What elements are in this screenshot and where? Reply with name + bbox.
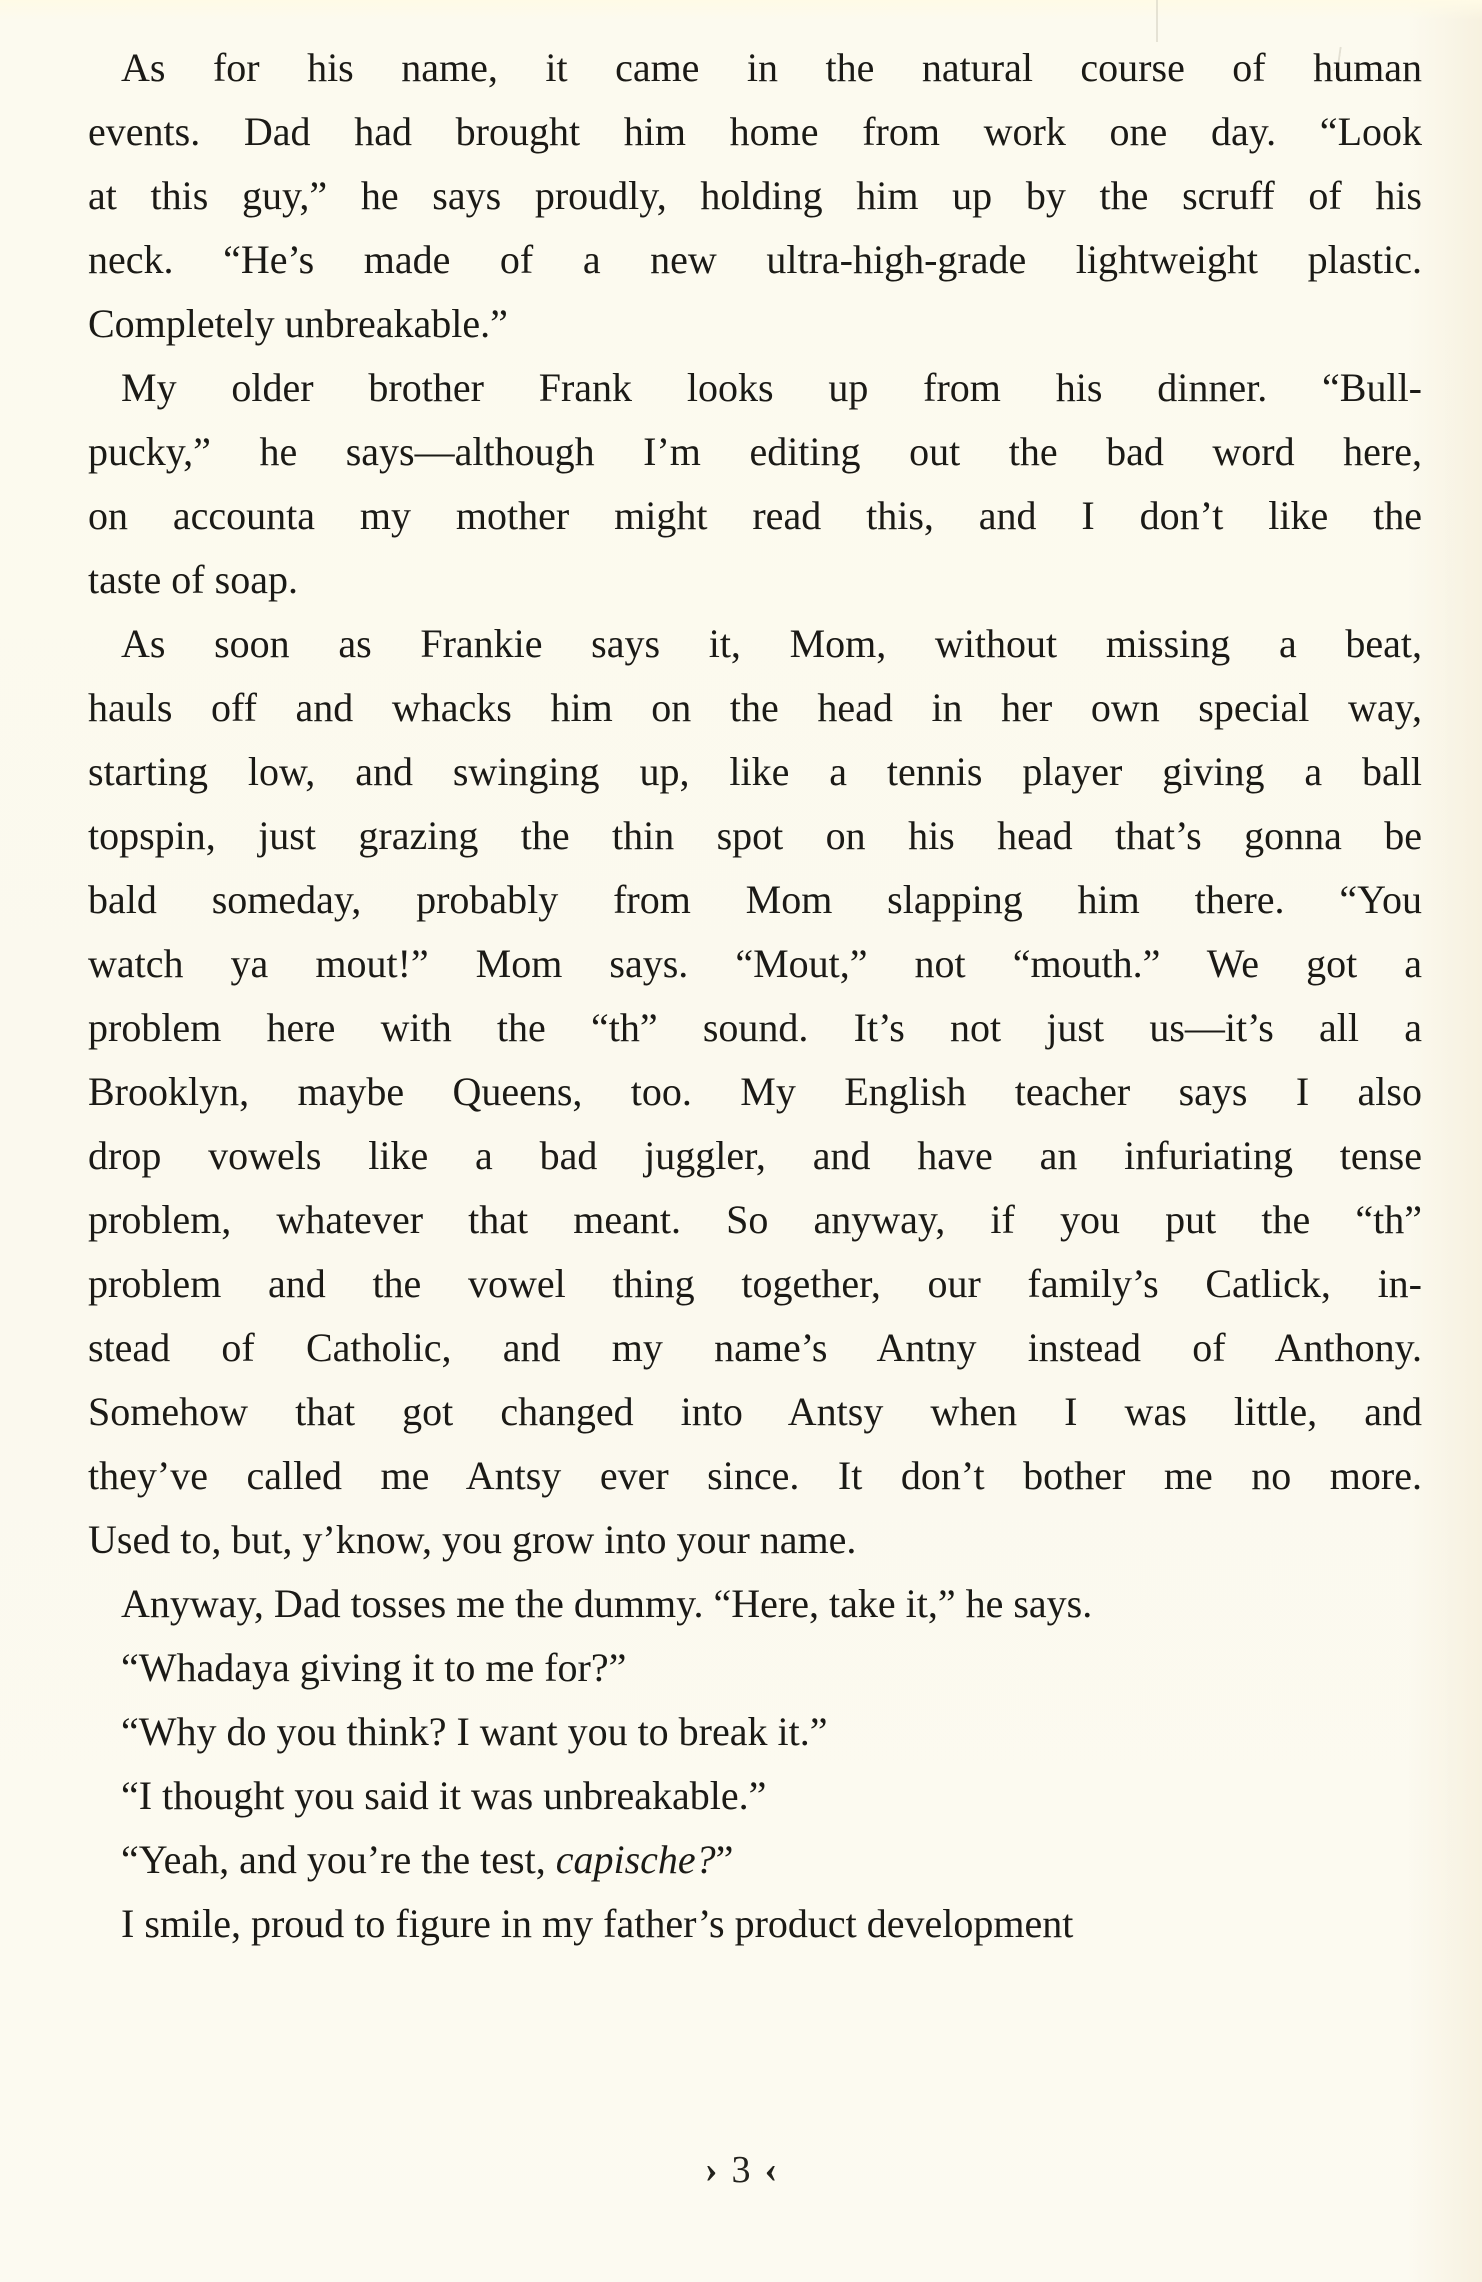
text-line: topspin, just grazing the thin spot on his head that’s gonna be xyxy=(88,813,1422,858)
paragraph xyxy=(88,612,1422,1572)
italic-text: capische? xyxy=(555,1837,716,1882)
text-line: at this guy,” he says proudly, holding him up by the scruff of his xyxy=(88,173,1422,218)
text-line: “I thought you said it was unbreakable.” xyxy=(121,1773,767,1818)
text-line: taste of soap. xyxy=(88,557,298,602)
text-line: starting low, and swinging up, like a tennis player giving a ball xyxy=(88,749,1422,794)
text-line: “Why do you think? I want you to break it.” xyxy=(121,1709,828,1754)
text-line: hauls off and whacks him on the head in her own special way, xyxy=(88,685,1422,730)
text-line: Anyway, Dad tosses me the dummy. “Here, take it,” he says. xyxy=(121,1581,1093,1626)
text-segment: “Yeah, and you’re the test, xyxy=(121,1837,556,1882)
text-line: problem and the vowel thing together, our family’s Catlick, in- xyxy=(88,1261,1422,1306)
text-line: Completely unbreakable.” xyxy=(88,301,508,346)
text-line: drop vowels like a bad juggler, and have an infuriating tense xyxy=(88,1133,1422,1178)
text-line: As soon as Frankie says it, Mom, without missing a beat, xyxy=(121,621,1422,666)
paragraph xyxy=(88,1636,1422,1700)
paragraph xyxy=(88,356,1422,612)
paragraph xyxy=(88,1572,1422,1636)
text-line: problem here with the “th” sound. It’s not just us—it’s all a xyxy=(88,1005,1422,1050)
text-line: bald someday, probably from Mom slapping him there. “You xyxy=(88,877,1422,922)
page-number: 3 xyxy=(731,2149,751,2191)
text-line: on accounta my mother might read this, and I don’t like the xyxy=(88,493,1422,538)
text-line: they’ve called me Antsy ever since. It don’t bother me no more. xyxy=(88,1453,1422,1498)
text-line xyxy=(88,1828,1422,1892)
footer-left-ornament: › xyxy=(704,2149,718,2191)
text-line: Used to, but, y’know, you grow into your name. xyxy=(88,1517,857,1562)
text-segment: ” xyxy=(715,1837,734,1882)
text-line: My older brother Frank looks up from his dinner. “Bull- xyxy=(121,365,1422,410)
text-line: neck. “He’s made of a new ultra-high-grade lightweight plastic. xyxy=(88,237,1422,282)
paragraph xyxy=(88,1700,1422,1764)
text-line: I smile, proud to figure in my father’s product development xyxy=(121,1901,1074,1946)
text-line: watch ya mout!” Mom says. “Mout,” not “mouth.” We got a xyxy=(88,941,1422,986)
paragraph xyxy=(88,1828,1422,1892)
text-line: events. Dad had brought him home from work one day. “Look xyxy=(88,109,1422,154)
paragraph xyxy=(88,36,1422,356)
text-line: Somehow that got changed into Antsy when I was little, and xyxy=(88,1389,1422,1434)
page-footer xyxy=(0,2148,1482,2192)
text-line: “Whadaya giving it to me for?” xyxy=(121,1645,627,1690)
footer-right-ornament: ‹ xyxy=(764,2149,778,2191)
paragraph xyxy=(88,1892,1422,1956)
text-line: As for his name, it came in the natural course of human xyxy=(121,45,1422,90)
paragraph xyxy=(88,1764,1422,1828)
text-line: problem, whatever that meant. So anyway, if you put the “th” xyxy=(88,1197,1422,1242)
text-line: Brooklyn, maybe Queens, too. My English teacher says I also xyxy=(88,1069,1422,1114)
page-text-block xyxy=(88,36,1422,1956)
text-line: stead of Catholic, and my name’s Antny instead of Anthony. xyxy=(88,1325,1422,1370)
text-line: pucky,” he says—although I’m editing out the bad word here, xyxy=(88,429,1422,474)
